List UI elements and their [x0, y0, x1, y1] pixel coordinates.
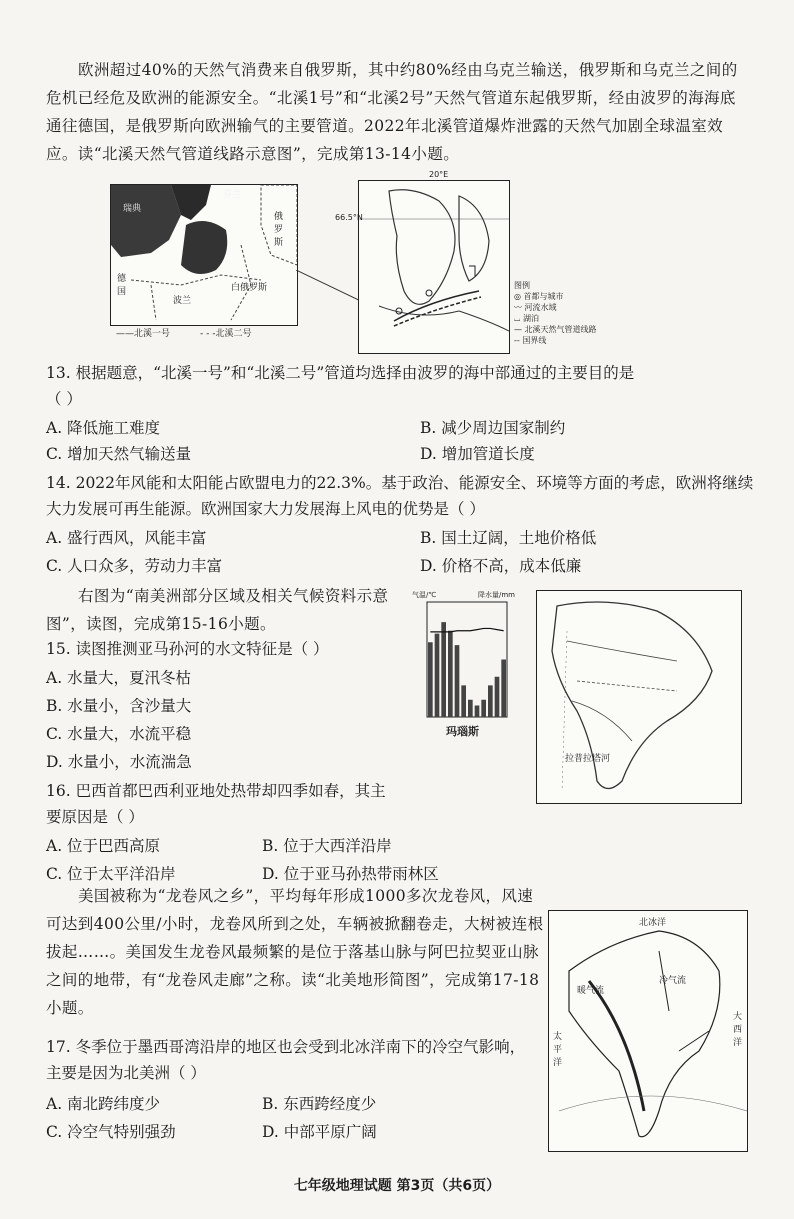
q17-option-a: A. 南北跨纬度少 — [46, 1095, 161, 1113]
label-germany: 德国 — [117, 274, 127, 297]
legend-nordstream-1: ——北溪一号 — [116, 329, 171, 339]
q16-option-d: D. 位于亚马孙热带雨林区 — [262, 865, 439, 883]
q15-option-d: D. 水量小，水流湍急 — [46, 753, 192, 771]
q13-paren: （ ） — [46, 390, 82, 408]
climate-chart — [412, 592, 522, 742]
label-665n: 66.5°N — [335, 213, 363, 222]
q13-stem: 13. 根据题意，“北溪一号”和“北溪二号”管道均选择由波罗的海中部通过的主要目的是 — [46, 364, 635, 382]
q15-option-a: A. 水量大，夏汛冬枯 — [46, 669, 192, 687]
q17-stem: 17. 冬季位于墨西哥湾沿岸的地区也会受到北冰洋南下的冷空气影响，主要是因为北美洲（ ） — [46, 1038, 526, 1082]
la-plata-label: 拉普拉塔河 — [565, 754, 611, 764]
label-sweden: 瑞典 — [123, 204, 142, 214]
q13-option-c: C. 增加天然气输送量 — [46, 445, 192, 463]
northern-europe-map — [335, 170, 510, 354]
q17-option-b: B. 东西跨经度少 — [262, 1095, 377, 1113]
arrow-warm: 暖气流 — [577, 986, 605, 996]
northern-europe-graphic — [359, 181, 509, 353]
intro-paragraph-1: 欧洲超过40%的天然气消费来自俄罗斯，其中约80%经由乌克兰输送，俄罗斯和乌克兰之间的危机已经危及欧洲的能源安全。“北溪1号”和“北溪2号”天然气管道东起俄罗斯，经由波罗的海海底通往德国，是俄罗斯向欧洲输气的主要管道。2022年北溪管道爆炸泄露的天然气加剧全球温室效应。读“北溪天然气管道线路示意图”，完成第13-14小题。 — [46, 61, 738, 163]
q16-stem: 16. 巴西首都巴西利亚地处热带却四季如春，其主要原因是（ ） — [46, 782, 386, 826]
south-america-graphic — [537, 591, 741, 803]
q16-option-b: B. 位于大西洋沿岸 — [262, 837, 392, 855]
ocean-atlantic: 大西洋 — [733, 1012, 743, 1048]
climate-city: 玛瑙斯 — [446, 725, 479, 738]
page-footer: 七年级地理试题 第3页（共6页） — [293, 1178, 501, 1194]
ocean-pacific: 太平洋 — [553, 1032, 563, 1068]
intro-paragraph-3: 美国被称为“龙卷风之乡”，平均每年形成1000多次龙卷风，风速可达到400公里/小时，龙卷风所到之处，车辆被掀翻卷走，大树被连根拔起……。美国发生龙卷风最频繁的是位于落基山脉与阿巴拉契亚山脉之间的地带，有“龙卷风走廊”之称。读“北美地形简图”，完成第17-18小题。 — [46, 887, 544, 1017]
precip-unit: 降水量/mm — [478, 591, 515, 599]
arrow-cold: 冷气流 — [659, 976, 687, 986]
legend-item-0: ◎ 首都与城市 — [514, 292, 564, 301]
nordstream-inset-map — [110, 184, 298, 326]
ocean-arctic: 北冰洋 — [639, 918, 667, 928]
precip-bar — [441, 622, 446, 717]
precip-bar — [481, 700, 486, 717]
q15-option-c: C. 水量大，水流平稳 — [46, 725, 192, 743]
precip-bar — [428, 642, 433, 717]
label-belarus: 白俄罗斯 — [231, 283, 268, 293]
legend-title: 图例 — [514, 281, 530, 290]
q14-option-a: A. 盛行西风，风能丰富 — [46, 529, 207, 547]
climate-chart-graphic — [412, 592, 522, 742]
precip-bar — [475, 706, 480, 718]
q15-stem: 15. 读图推测亚马孙河的水文特征是（ ） — [46, 640, 329, 658]
precip-bar — [495, 677, 500, 717]
south-america-map — [536, 590, 742, 804]
q14-option-d: D. 价格不高，成本低廉 — [420, 557, 582, 575]
precip-bar — [488, 685, 493, 717]
label-russia: 俄罗斯 — [274, 212, 284, 248]
legend-item-4: -- 国界线 — [514, 336, 547, 345]
q14-option-b: B. 国土辽阔，土地价格低 — [420, 529, 597, 547]
q14-stem: 14. 2022年风能和太阳能占欧盟电力的22.3%。基于政治、能源安全、环境等方面的考虑，欧洲将继续大力发展可再生能源。欧洲国家大力发展海上风电的优势是（ ） — [46, 474, 754, 518]
legend-item-1: 〰 河流水域 — [514, 303, 557, 312]
q13-option-d: D. 增加管道长度 — [420, 445, 535, 463]
temp-unit: 气温/℃ — [412, 591, 437, 599]
map2-legend — [514, 280, 597, 346]
q13-option-b: B. 减少周边国家制约 — [420, 419, 566, 437]
label-poland: 波兰 — [173, 296, 192, 306]
legend-nordstream-2: - - -北溪二号 — [200, 329, 252, 339]
precip-bar — [455, 645, 460, 717]
legend-item-3: — 北溪天然气管道线路 — [514, 325, 597, 334]
q16-option-a: A. 位于巴西高原 — [46, 837, 161, 855]
intro-paragraph-2: 右图为“南美洲部分区域及相关气候资料示意图”，读图，完成第15-16小题。 — [46, 587, 389, 633]
precip-bar — [435, 634, 440, 717]
north-america-map — [548, 910, 748, 1152]
label-finland: 芬兰 — [223, 190, 242, 200]
precip-bar — [501, 660, 506, 718]
q17-option-d: D. 中部平原广阔 — [262, 1123, 377, 1141]
precip-bar — [448, 631, 453, 717]
precip-bar — [461, 685, 466, 717]
north-america-graphic — [549, 911, 747, 1151]
q14-option-c: C. 人口众多，劳动力丰富 — [46, 557, 223, 575]
q15-option-b: B. 水量小，含沙量大 — [46, 697, 192, 715]
q17-option-c: C. 冷空气特别强劲 — [46, 1123, 176, 1141]
label-20e: 20°E — [429, 170, 449, 179]
q13-option-a: A. 降低施工难度 — [46, 419, 161, 437]
precip-bar — [468, 700, 473, 717]
q16-option-c: C. 位于太平洋沿岸 — [46, 865, 176, 883]
legend-item-2: ⌴ 湖泊 — [514, 314, 539, 323]
